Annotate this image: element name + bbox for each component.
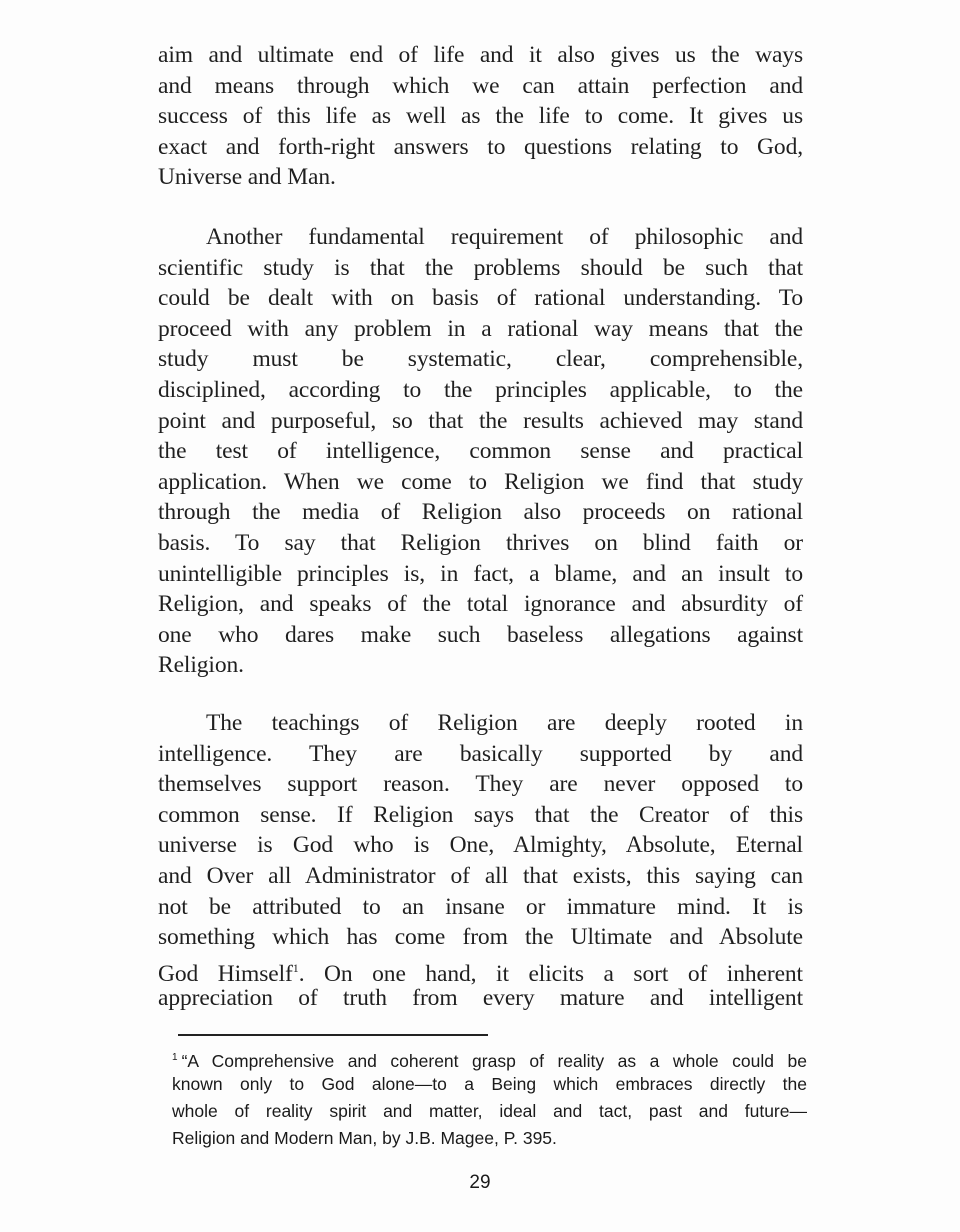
- text-line: application. When we come to Religion we find that study: [158, 468, 803, 495]
- text-line: Religion, and speaks of the total ignorance and absurdity of: [158, 591, 803, 618]
- text-fragment: “A Comprehensive and coherent grasp of reality as a whole could be: [181, 1051, 807, 1071]
- text-line: point and purposeful, so that the results achieved may stand: [158, 407, 803, 434]
- text-line: appreciation of truth from every mature and intelligent: [158, 985, 803, 1012]
- text-line: one who dares make such baseless allegations against: [158, 621, 803, 648]
- text-line: could be dealt with on basis of rational understanding. To: [158, 285, 803, 312]
- text-line: and means through which we can attain perfection and: [158, 72, 803, 99]
- text-line-with-footnote-ref: [158, 953, 803, 987]
- paragraph-1: [158, 40, 803, 193]
- paragraph-2: [158, 222, 803, 681]
- text-line: disciplined, according to the principles applicable, to the: [158, 376, 803, 403]
- text-line: through the media of Religion also proceeds on rational: [158, 499, 803, 526]
- text-line: themselves support reason. They are never opposed to: [158, 771, 803, 798]
- text-line: aim and ultimate end of life and it also gives us the ways: [158, 42, 803, 68]
- footnote-line: Religion and Modern Man, by J.B. Magee, P. 395.: [172, 1128, 557, 1148]
- text-line: the test of intelligence, common sense and practical: [158, 438, 803, 465]
- text-line: Another fundamental requirement of philosophic and: [206, 224, 803, 250]
- text-line: not be attributed to an insane or immature mind. It is: [158, 893, 803, 920]
- text-line: Religion.: [158, 652, 244, 679]
- footnote-marker: 1: [172, 1052, 178, 1063]
- text-line: intelligence. They are basically supported by and: [158, 740, 803, 767]
- text-line: and Over all Administrator of all that exists, this saying can: [158, 862, 803, 889]
- text-line: something which has come from the Ultimate and Absolute: [158, 924, 803, 951]
- text-line: success of this life as well as the life to come. It gives us: [158, 103, 803, 130]
- text-line: common sense. If Religion says that the Creator of this: [158, 801, 803, 828]
- text-line: Universe and Man.: [158, 164, 336, 191]
- footnote-line: whole of reality spirit and matter, ideal and tact, past and future—: [172, 1101, 807, 1121]
- text-line: universe is God who is One, Almighty, Absolute, Eternal: [158, 832, 803, 859]
- text-line: study must be systematic, clear, comprehensible,: [158, 346, 803, 373]
- paragraph-3: [158, 708, 803, 1014]
- text-line: scientific study is that the problems should be such that: [158, 254, 803, 281]
- text-line: The teachings of Religion are deeply rooted in: [206, 710, 803, 736]
- footnote: [172, 1044, 807, 1152]
- footnote-line: [172, 1044, 807, 1071]
- footnote-reference[interactable]: 1: [292, 960, 299, 975]
- footnote-line: known only to God alone—to a Being which embraces directly the: [172, 1074, 807, 1094]
- text-fragment: . On one hand, it elicits a sort of inherent: [298, 960, 803, 987]
- text-line: unintelligible principles is, in fact, a blame, and an insult to: [158, 560, 803, 587]
- text-line: proceed with any problem in a rational way means that the: [158, 315, 803, 342]
- footnote-divider: [178, 1034, 488, 1036]
- text-line: basis. To say that Religion thrives on blind faith or: [158, 529, 803, 556]
- text-line: exact and forth-right answers to questions relating to God,: [158, 133, 803, 160]
- text-fragment: God Himself: [158, 960, 293, 987]
- page-number: 29: [469, 1172, 491, 1193]
